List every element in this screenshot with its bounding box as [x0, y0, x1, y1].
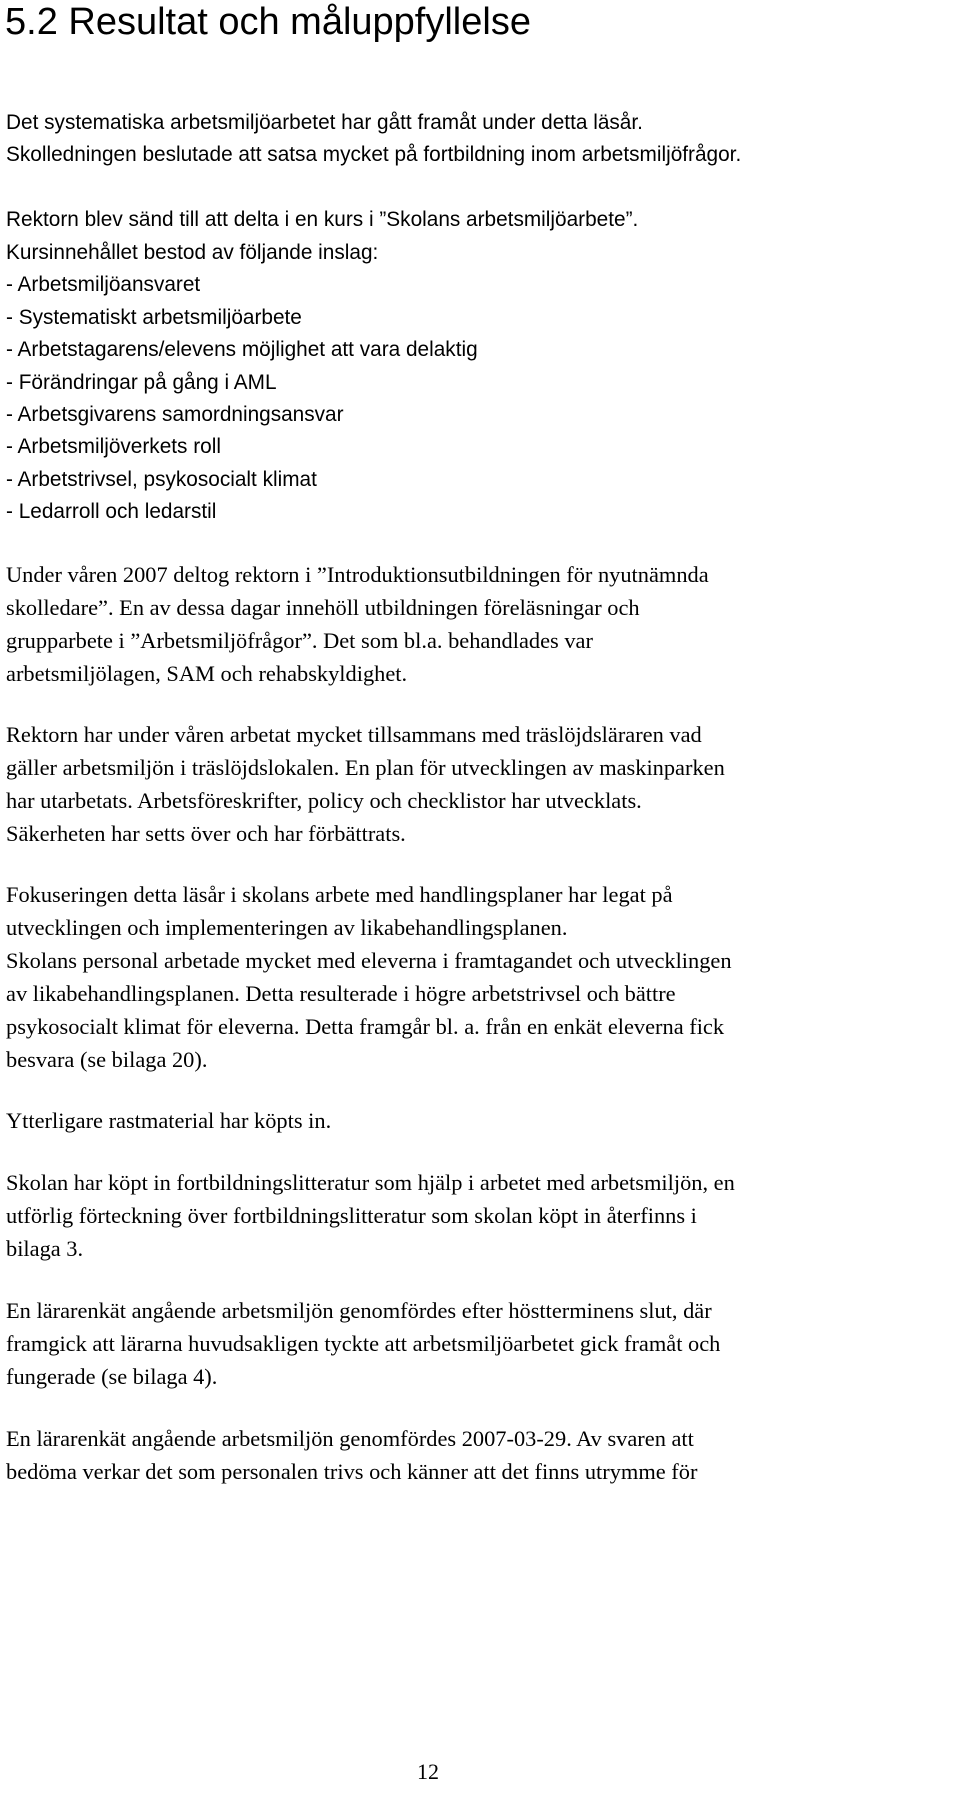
paragraph-line: har utarbetats. Arbetsföreskrifter, policy och checklistor har utvecklats.	[6, 788, 642, 813]
page-number: 12	[417, 1759, 439, 1784]
list-item: - Förändringar på gång i AML	[6, 371, 277, 394]
paragraph-line: Skolans personal arbetade mycket med eleverna i framtagandet och utvecklingen	[6, 948, 732, 973]
paragraph-line: besvara (se bilaga 20).	[6, 1047, 208, 1072]
paragraph-line: Kursinnehållet bestod av följande inslag:	[6, 241, 379, 264]
paragraph-line: av likabehandlingsplanen. Detta resulterade i högre arbetstrivsel och bättre	[6, 981, 676, 1006]
paragraph-line: Rektorn har under våren arbetat mycket tillsammans med träslöjdsläraren vad	[6, 722, 702, 747]
paragraph-line: utvecklingen och implementeringen av likabehandlingsplanen.	[6, 915, 568, 940]
paragraph-line: fungerade (se bilaga 4).	[6, 1364, 218, 1389]
list-item: - Arbetstagarens/elevens möjlighet att vara delaktig	[6, 338, 478, 361]
paragraph-line: framgick att lärarna huvudsakligen tyckte att arbetsmiljöarbetet gick framåt och	[6, 1331, 721, 1356]
paragraph-line: Rektorn blev sänd till att delta i en kurs i ”Skolans arbetsmiljöarbete”.	[6, 208, 639, 231]
paragraph-line: Skolan har köpt in fortbildningslitteratur som hjälp i arbetet med arbetsmiljön, en	[6, 1170, 735, 1195]
paragraph-line: Skolledningen beslutade att satsa mycket på fortbildning inom arbetsmiljöfrågor.	[6, 143, 742, 166]
list-item: - Arbetsmiljöansvaret	[6, 273, 201, 296]
paragraph-line: grupparbete i ”Arbetsmiljöfrågor”. Det som bl.a. behandlades var	[6, 628, 593, 653]
paragraph-line: Ytterligare rastmaterial har köpts in.	[6, 1108, 332, 1133]
list-item: - Systematiskt arbetsmiljöarbete	[6, 306, 302, 329]
paragraph-line: En lärarenkät angående arbetsmiljön genomfördes efter höstterminens slut, där	[6, 1298, 712, 1323]
list-item: - Arbetsmiljöverkets roll	[6, 435, 221, 458]
paragraph-line: Fokuseringen detta läsår i skolans arbete med handlingsplaner har legat på	[6, 882, 673, 907]
paragraph-line: Det systematiska arbetsmiljöarbetet har gått framåt under detta läsår.	[6, 111, 643, 134]
list-item: - Arbetsgivarens samordningsansvar	[6, 403, 344, 426]
paragraph-line: bedöma verkar det som personalen trivs och känner att det finns utrymme för	[6, 1459, 698, 1484]
paragraph-line: gäller arbetsmiljön i träslöjdslokalen. En plan för utvecklingen av maskinparken	[6, 755, 725, 780]
paragraph-line: En lärarenkät angående arbetsmiljön genomfördes 2007-03-29. Av svaren att	[6, 1426, 694, 1451]
section-heading: 5.2 Resultat och måluppfyllelse	[5, 1, 531, 43]
list-item: - Ledarroll och ledarstil	[6, 500, 217, 523]
paragraph-line: Säkerheten har setts över och har förbättrats.	[6, 821, 406, 846]
list-item: - Arbetstrivsel, psykosocialt klimat	[6, 468, 317, 491]
paragraph-line: bilaga 3.	[6, 1236, 84, 1261]
paragraph-line: Under våren 2007 deltog rektorn i ”Introduktionsutbildningen för nyutnämnda	[6, 562, 709, 587]
paragraph-line: skolledare”. En av dessa dagar innehöll utbildningen föreläsningar och	[6, 595, 640, 620]
paragraph-line: utförlig förteckning över fortbildningslitteratur som skolan köpt in återfinns i	[6, 1203, 697, 1228]
paragraph-line: arbetsmiljölagen, SAM och rehabskyldighet.	[6, 661, 408, 686]
paragraph-line: psykosocialt klimat för eleverna. Detta framgår bl. a. från en enkät eleverna fick	[6, 1014, 725, 1039]
